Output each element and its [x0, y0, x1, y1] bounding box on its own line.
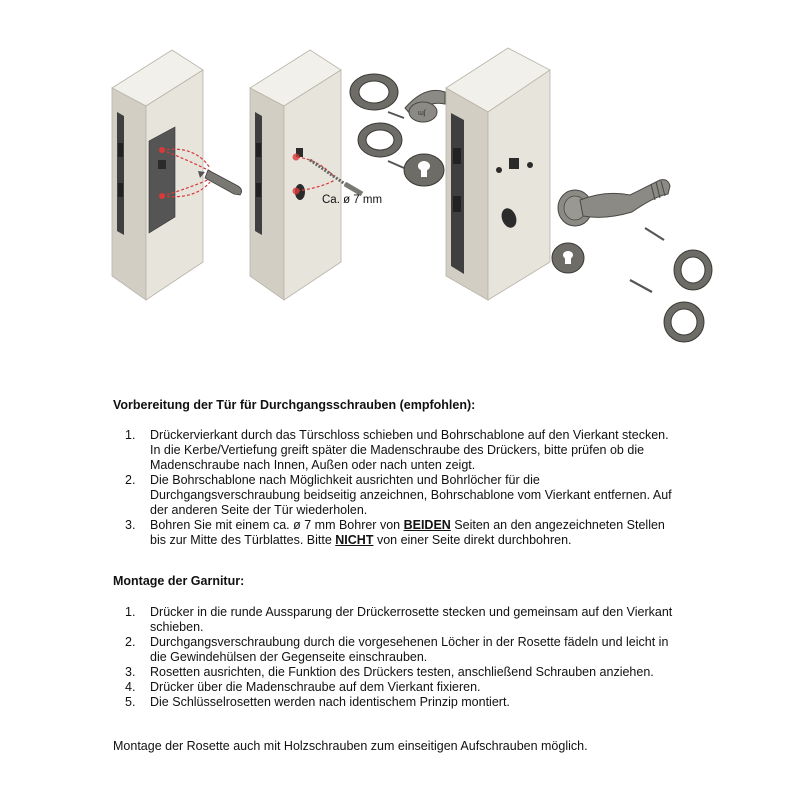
- list-item: [113, 680, 703, 695]
- step-number: 1.: [125, 428, 136, 442]
- step-text: die Gewindehülsen der Gegenseite einschrauben.: [150, 650, 428, 664]
- drill-size-label: Ca. ø 7 mm: [322, 194, 383, 206]
- emphasis-beiden: BEIDEN: [403, 518, 451, 532]
- list-item: [113, 473, 703, 518]
- door-panel-3: [446, 48, 550, 300]
- section-heading-assembly: Montage der Garnitur:: [113, 574, 245, 588]
- footer-note: Montage der Rosette auch mit Holzschrauben zum einseitigen Aufschrauben möglich.: [113, 739, 588, 753]
- step-number: 3.: [125, 518, 136, 532]
- list-item: [113, 635, 703, 665]
- step-number: 4.: [125, 680, 136, 694]
- step-text: von einer Seite direkt durchbohren.: [373, 533, 572, 547]
- step-number: 2.: [125, 473, 136, 487]
- door-panel-2: [250, 50, 362, 300]
- step-text: Madenschraube nach Innen, Außen oder nach unten zeigt.: [150, 458, 476, 472]
- step-text: Drücker über die Madenschraube auf dem Vierkant fixieren.: [150, 680, 481, 694]
- svg-text:ɯʃ: ɯʃ: [418, 110, 426, 117]
- step-number: 1.: [125, 605, 136, 619]
- front-cylinder-rosette: [404, 154, 444, 186]
- step-text: der anderen Seite der Tür wiederholen.: [150, 503, 368, 517]
- step-number: 3.: [125, 665, 136, 679]
- list-item: [113, 518, 703, 548]
- front-handle-icon: [405, 90, 445, 122]
- list-item: [113, 428, 703, 473]
- emphasis-nicht: NICHT: [335, 533, 374, 547]
- rear-handle-icon: [558, 180, 670, 226]
- screw-icon: [630, 280, 652, 292]
- step-text: Die Schlüsselrosetten werden nach identischem Prinzip montiert.: [150, 695, 510, 709]
- step-text: bis zur Mitte des Türblattes. Bitte: [150, 533, 336, 547]
- assembly-illustration: [0, 0, 800, 380]
- step-text: Drücker in die runde Aussparung der Drückerrosette stecken und gemeinsam auf den Vierkant: [150, 605, 673, 619]
- rear-rosette-ring: [674, 250, 712, 290]
- step-text: Drückervierkant durch das Türschloss schieben und Bohrschablone auf den Vierkant stecken.: [150, 428, 669, 442]
- step-text: Durchgangsverschraubung beidseitig anzeichnen, Bohrschablone vom Vierkant entfernen. Auf: [150, 488, 672, 502]
- screw-icon: [388, 161, 404, 168]
- step-text: Rosetten ausrichten, die Funktion des Drückers testen, anschließend Schrauben anziehen.: [150, 665, 654, 679]
- step-text: Die Bohrschablone nach Möglichkeit ausrichten und Bohrlöcher für die: [150, 473, 540, 487]
- door-panel-1: [112, 50, 242, 300]
- front-rosette-ring: [350, 74, 398, 110]
- section-heading-preparation: Vorbereitung der Tür für Durchgangsschrauben (empfohlen):: [113, 398, 476, 412]
- rear-keyhole-rosette-ring: [664, 302, 704, 342]
- screw-icon: [645, 228, 664, 240]
- step-text: Bohren Sie mit einem ca. ø 7 mm Bohrer von: [150, 518, 404, 532]
- step-number: 5.: [125, 695, 136, 709]
- list-item: [113, 665, 703, 680]
- list-item: [113, 695, 703, 710]
- list-item: [113, 605, 703, 635]
- rear-cylinder-rosette: [552, 243, 584, 273]
- screw-icon: [388, 112, 404, 118]
- step-number: 2.: [125, 635, 136, 649]
- step-text: Seiten an den angezeichneten Stellen: [450, 518, 665, 532]
- step-text: Durchgangsverschraubung durch die vorgesehenen Löcher in der Rosette fädeln und leicht in: [150, 635, 669, 649]
- assembly-steps: [113, 605, 703, 710]
- step-text: schieben.: [150, 620, 204, 634]
- step-text: In die Kerbe/Vertiefung greift später die Madenschraube des Drückers, bitte prüfen ob die: [150, 443, 645, 457]
- front-keyhole-rosette-ring: [358, 123, 402, 157]
- preparation-steps: [113, 428, 703, 548]
